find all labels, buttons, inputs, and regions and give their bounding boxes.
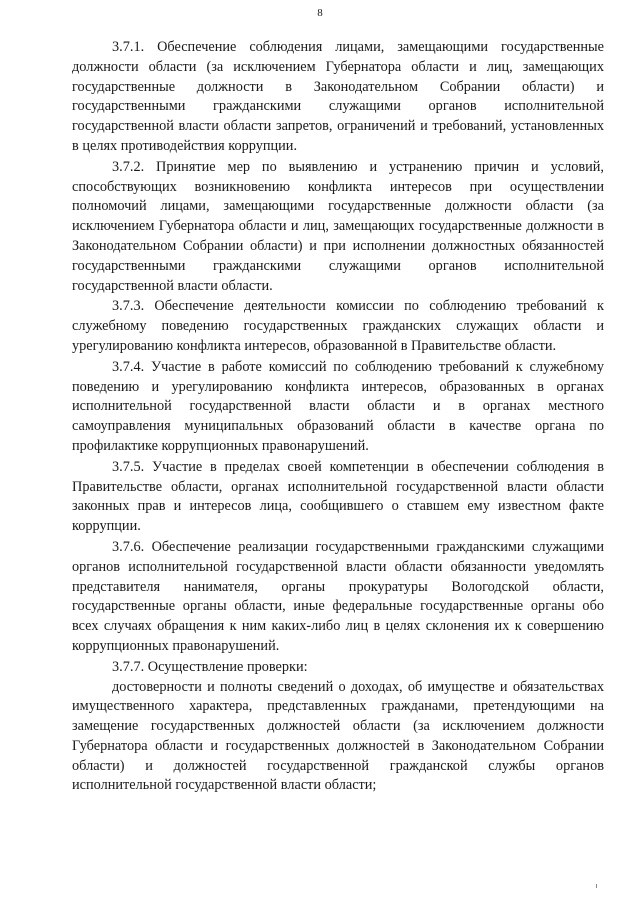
scan-mark <box>596 884 597 888</box>
paragraph-3-7-7-item: достоверности и полноты сведений о доходах, об имуществе и обязательствах имущественного характера, представленных гражданами, претендующими на замещение государственных должностей области (за исключением должности Губернатора области и государственных должностей в Законодательном Собрании области) и должностей государственной гражданской службы органов исполнительной государственной власти области; <box>72 678 604 794</box>
paragraph-3-7-6: 3.7.6. Обеспечение реализации государственными гражданскими служащими органов исполнительной государственной власти области обязанности уведомлять представителя нанимателя, органы прокуратуры Вологодской области, государственные органы области, иные федеральные государственные органы обо всех случаях обращения к ним каких-либо лиц в целях склонения их к совершению коррупционных правонарушений. <box>72 538 604 654</box>
document-body <box>72 38 604 796</box>
paragraph-3-7-4: 3.7.4. Участие в работе комиссий по соблюдению требований к служебному поведению и урегулированию конфликта интересов, образованных в органах исполнительной государственной власти области и в органах местного самоуправления муниципальных образований области в качестве органа по профилактике коррупционных правонарушений. <box>72 358 604 454</box>
paragraph-3-7-2: 3.7.2. Принятие мер по выявлению и устранению причин и условий, способствующих возникновению конфликта интересов при осуществлении полномочий лицами, замещающими государственные должности области (за исключением Губернатора области и лиц, замещающих государственные должности в Законодательном Собрании области) и при исполнении должностных обязанностей государственными гражданскими служащими органов исполнительной государственной власти области. <box>72 158 604 294</box>
paragraph-3-7-5: 3.7.5. Участие в пределах своей компетенции в обеспечении соблюдения в Правительстве области, органах исполнительной государственной власти области законных прав и интересов лица, сообщившего о ставшем ему известном факте коррупции. <box>72 458 604 535</box>
paragraph-3-7-3: 3.7.3. Обеспечение деятельности комиссии по соблюдению требований к служебному поведению государственных гражданских служащих области и урегулированию конфликта интересов, образованной в Правительстве области. <box>72 298 604 354</box>
paragraph-3-7-1: 3.7.1. Обеспечение соблюдения лицами, замещающими государственные должности области (за исключением Губернатора области и лиц, замещающих государственные должности в Законодательном Собрании области) и государственными гражданскими служащими органов исполнительной государственной власти области запретов, ограничений и требований, установленных в целях противодействия коррупции. <box>72 39 604 154</box>
page-number: 8 <box>317 7 323 19</box>
paragraph-3-7-7: 3.7.7. Осуществление проверки: <box>112 658 308 675</box>
